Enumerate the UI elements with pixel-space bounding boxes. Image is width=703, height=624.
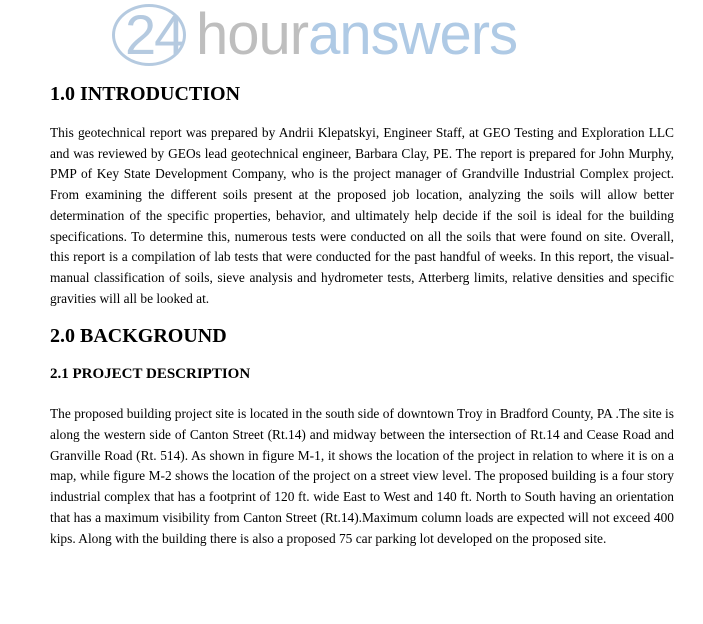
introduction-paragraph: This geotechnical report was prepared by Andrii Klepatskyi, Engineer Staff, at GEO Testing and Exploration LLC and was reviewed by GEOs lead geotechnical engineer, Barbara Clay, PE. The report is prepared for John Murphy, PMP of Key State Development Company, who is the project manager of Grandville Industrial Complex project. From examining the different soils present at the proposed job location, analyzing the soils will allow better determination of the specific properties, behavior, and ultimately help decide if the soil is ideal for the building specifications. To determine this, numerous tests were conducted on all the soils that were found on site. Overall, this report is a compilation of lab tests that were conducted for the past handful of weeks. In this report, the visual-manual classification of soils, sieve analysis and hydrometer tests, Atterberg limits, relative densities and specific gravities will all be looked at. [50, 125, 674, 306]
subsection-heading-project-description: 2.1 PROJECT DESCRIPTION [50, 366, 251, 383]
project-description-paragraph: The proposed building project site is located in the south side of downtown Troy in Bradford County, PA .The site is along the western side of Canton Street (Rt.14) and midway between the intersection of Rt.14 and Cease Road and Granville Road (Rt. 514). As shown in figure M-1, it shows the location of the project in relation to where it is on a map, while figure M-2 shows the location of the project on a street view level. The proposed building is a four story industrial complex that has a footprint of 120 ft. wide East to West and 140 ft. North to South having an orientation that has a maximum visibility from Canton Street (Rt.14).Maximum column loads are expected will not exceed 400 kips. Along with the building there is also a proposed 75 car parking lot developed on the proposed site. [50, 406, 674, 546]
watermark-word-hour: hour [196, 2, 309, 67]
watermark-logo [112, 0, 582, 70]
document-body [50, 78, 674, 549]
watermark-word-answers: answers [308, 2, 518, 67]
watermark-number: 24 [125, 3, 184, 66]
section-heading-introduction: 1.0 INTRODUCTION [50, 83, 241, 105]
section-heading-background: 2.0 BACKGROUND [50, 325, 227, 348]
watermark-wordmark [196, 2, 517, 68]
